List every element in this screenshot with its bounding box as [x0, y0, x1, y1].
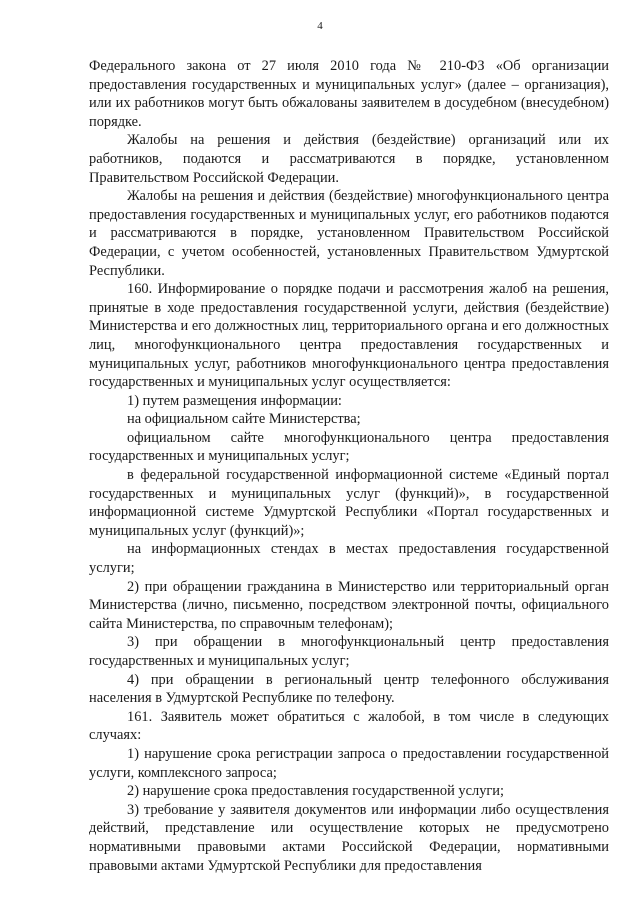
paragraph: 160. Информирование о порядке подачи и рассмотрения жалоб на решения, принятые в ходе предоставления государственной услуги, действия (бездействие) Министерства и его должностных лиц, территориального органа и его должностных лиц, многофункционального центра предоставления государственных и муниципальных услуг, работников многофункционального центра предоставления государственных и муниципальных услуг осуществляется: [89, 281, 609, 391]
paragraph: 2) при обращении гражданина в Министерство или территориальный орган Министерства (лично, письменно, посредством электронной почты, официального сайта Министерства, по справочным телефонам); [89, 578, 609, 632]
paragraph: Жалобы на решения и действия (бездействие) многофункционального центра предоставления государственных и муниципальных услуг, его работников подаются и рассматриваются в порядке, установленном Правительством Российской Федерации, с учетом особенностей, установленных Правительством Удмуртской Республики. [89, 188, 609, 279]
paragraph: 1) нарушение срока регистрации запроса о предоставлении государственной услуги, комплексного запроса; [89, 745, 609, 781]
page-number: 4 [317, 20, 323, 32]
paragraph: 2) нарушение срока предоставления государственной услуги; [127, 783, 504, 800]
paragraph: 3) требование у заявителя документов или информации либо осуществления действий, представление или осуществление которых не предусмотрено нормативными правовыми актами Российской Федерации, нормативными правовыми актами Удмуртской Республики для предоставления [89, 801, 609, 874]
paragraph: в федеральной государственной информационной системе «Единый портал государственных и муниципальных услуг (функций)», в государственной информационной системе Удмуртской Республики «Портал государственных и муниципальных услуг (функций)»; [89, 467, 609, 539]
paragraph: Федерального закона от 27 июля 2010 года № 210-ФЗ «Об организации предоставления государственных и муниципальных услуг» (далее – организация), или их работников могут быть обжалованы заявителем в досудебном (внесудебном) порядке. [89, 58, 609, 130]
paragraph: официальном сайте многофункционального центра предоставления государственных и муниципальных услуг; [89, 429, 609, 465]
paragraph: на информационных стендах в местах предоставления государственной услуги; [89, 541, 609, 577]
document-body [89, 57, 609, 875]
paragraph: на официальном сайте Министерства; [127, 411, 361, 428]
paragraph: 3) при обращении в многофункциональный центр предоставления государственных и муниципальных услуг; [89, 634, 609, 669]
paragraph: 161. Заявитель может обратиться с жалобой, в том числе в следующих случаях: [89, 708, 609, 744]
paragraph: Жалобы на решения и действия (бездействие) организаций или их работников, подаются и рассматриваются в порядке, установленном Правительством Российской Федерации. [89, 132, 609, 186]
paragraph: 4) при обращении в региональный центр телефонного обслуживания населения в Удмуртской Республике по телефону. [89, 671, 609, 707]
paragraph: 1) путем размещения информации: [127, 392, 342, 409]
